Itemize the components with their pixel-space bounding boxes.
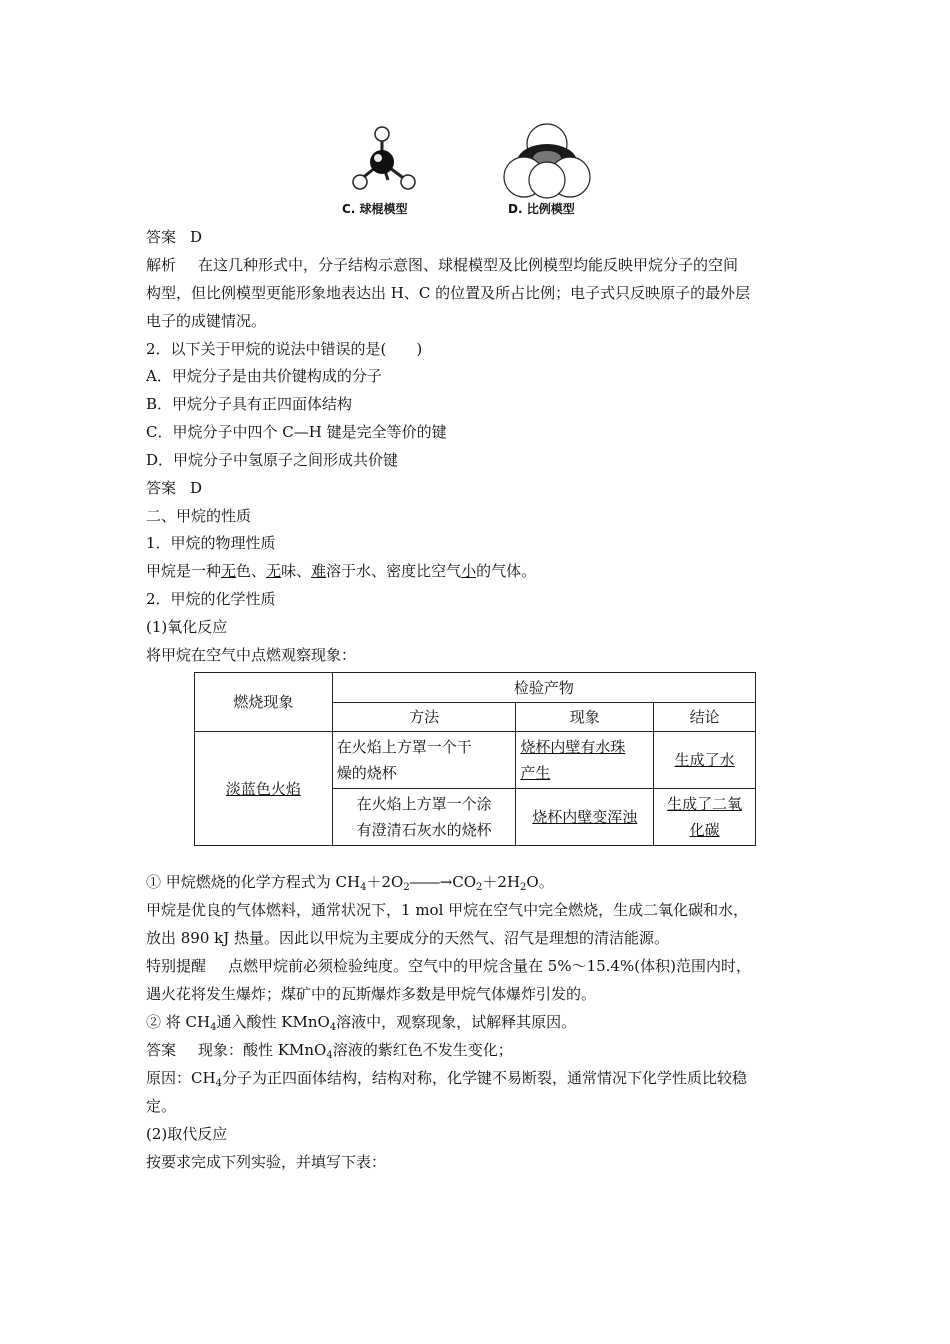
answer-2	[146, 478, 202, 498]
method-line: 有澄清石灰水的烧杯	[356, 821, 492, 839]
option-b: B．甲烷分子具有正四面体结构	[146, 395, 353, 413]
space-filling-model-image	[502, 122, 592, 202]
text-span: ――→CO	[409, 873, 477, 891]
fill-blank: 小	[461, 562, 477, 580]
combustion-equation	[146, 872, 554, 892]
subscript: 4	[360, 882, 367, 893]
chemical-properties-title: 2．甲烷的化学性质	[146, 590, 276, 608]
subscript: 4	[215, 1078, 222, 1089]
conclusion-answer: 化碳	[689, 821, 720, 839]
fill-blank: 无	[266, 562, 282, 580]
text-span: 的气体。	[476, 562, 537, 580]
tip-label: 特别提醒	[146, 957, 207, 975]
method-cell-2	[332, 789, 516, 846]
text-span: 色、	[236, 562, 267, 580]
phenomenon-answer: 产生	[520, 764, 551, 782]
method-line: 燥的烧杯	[336, 764, 397, 782]
fill-blank: 无	[221, 562, 237, 580]
conclusion-answer: 生成了二氧	[667, 795, 743, 813]
text-span: 分子为正四面体结构，结构对称，化学键不易断裂，通常情况下化学性质比较稳	[221, 1069, 747, 1087]
phenomenon-cell-2	[516, 789, 654, 846]
option-c: C．甲烷分子中四个 C—H 键是完全等价的键	[146, 423, 447, 441]
question-kmno4	[146, 1012, 576, 1032]
fuel-line-1: 甲烷是优良的气体燃料，通常状况下，1 mol 甲烷在空气中完全燃烧，生成二氧化碳和水，	[146, 901, 749, 919]
header-test-products: 检验产物	[332, 673, 755, 703]
header-method: 方法	[332, 703, 516, 732]
substitution-intro: 按要求完成下列实验，并填写下表：	[146, 1153, 387, 1171]
analysis-label: 解析	[146, 256, 177, 274]
subscript: 2	[476, 882, 483, 893]
analysis-text-1: 在这几种形式中，分子结构示意图、球棍模型及比例模型均能反映甲烷分子的空间	[198, 256, 739, 274]
subscript: 2	[403, 882, 410, 893]
reason-line-2: 定。	[146, 1097, 177, 1115]
tip-line-1	[146, 956, 751, 976]
substitution-title: (2)取代反应	[146, 1125, 228, 1143]
text-span: 溶液中，观察现象，试解释其原因。	[336, 1013, 577, 1031]
header-phenomenon: 现象	[516, 703, 654, 732]
subscript: 4	[210, 1022, 217, 1033]
ball-and-stick-model-image	[340, 120, 420, 200]
section-heading: 二、甲烷的性质	[146, 507, 252, 525]
method-line: 在火焰上方罩一个涂	[356, 795, 492, 813]
fill-blank: 难	[311, 562, 327, 580]
phenomenon-cell-1	[516, 732, 654, 789]
text-span: ② 将 CH	[146, 1013, 211, 1031]
combustion-table	[194, 672, 756, 846]
fuel-line-2: 放出 890 kJ 热量。因此以甲烷为主要成分的天然气、沼气是理想的清洁能源。	[146, 929, 670, 947]
burning-phenomenon-cell	[195, 732, 333, 846]
answer-1	[146, 227, 202, 247]
text-span: 味、	[281, 562, 312, 580]
physical-properties-title: 1．甲烷的物理性质	[146, 534, 276, 552]
question-2: 2．以下关于甲烷的说法中错误的是( )	[146, 340, 423, 358]
text-span: 溶于水、密度比空气	[326, 562, 462, 580]
analysis-line-3: 电子的成键情况。	[146, 312, 267, 330]
header-burning: 燃烧现象	[195, 673, 333, 732]
text-span: 现象：酸性 KMnO	[198, 1041, 327, 1059]
phenomenon-answer: 烧杯内壁有水珠	[520, 738, 626, 756]
text-span: 溶液的紫红色不发生变化；	[332, 1041, 513, 1059]
oxidation-intro: 将甲烷在空气中点燃观察现象：	[146, 646, 357, 664]
option-d: D．甲烷分子中氢原子之间形成共价键	[146, 451, 399, 469]
conclusion-answer: 生成了水	[674, 751, 735, 769]
text-span: ＋2H	[482, 873, 521, 891]
analysis-line-2: 构型，但比例模型更能形象地表达出 H、C 的位置及所占比例；电子式只反映原子的最外层	[146, 284, 751, 302]
burning-answer: 淡蓝色火焰	[225, 779, 301, 798]
text-span: 原因：CH	[146, 1069, 216, 1087]
subscript: 4	[326, 1050, 333, 1061]
answer-value: D	[190, 228, 203, 246]
figure-d-caption: D. 比例模型	[508, 202, 575, 216]
answer-value: D	[190, 479, 203, 497]
reason-line-1	[146, 1068, 747, 1088]
text-span: 通入酸性 KMnO	[216, 1013, 330, 1031]
answer-3	[146, 1040, 513, 1060]
conclusion-cell-1	[654, 732, 756, 789]
analysis-line-1	[146, 255, 738, 275]
method-line: 在火焰上方罩一个干	[336, 738, 472, 756]
phenomenon-answer: 烧杯内壁变浑浊	[532, 808, 638, 826]
answer-label: 答案	[146, 228, 177, 246]
subscript: 4	[329, 1022, 337, 1033]
subscript: 2	[520, 882, 527, 893]
tip-line-2: 遇火花将发生爆炸；煤矿中的瓦斯爆炸多数是甲烷气体爆炸引发的。	[146, 985, 597, 1003]
answer-label: 答案	[146, 479, 177, 497]
answer-label: 答案	[146, 1041, 177, 1059]
text-span: ＋2O	[366, 873, 404, 891]
text-span: O。	[526, 873, 554, 891]
oxidation-title: (1)氧化反应	[146, 618, 228, 636]
text-span: 甲烷是一种	[146, 562, 222, 580]
molecule-figures	[330, 120, 620, 222]
conclusion-cell-2	[654, 789, 756, 846]
physical-properties-text	[146, 561, 536, 581]
figure-c-caption: C. 球棍模型	[342, 202, 408, 216]
method-cell-1	[332, 732, 516, 789]
option-a: A．甲烷分子是由共价键构成的分子	[146, 367, 382, 385]
text-span: ① 甲烷燃烧的化学方程式为 CH	[146, 873, 361, 891]
tip-text: 点燃甲烷前必须检验纯度。空气中的甲烷含量在 5%～15.4%(体积)范围内时，	[228, 957, 751, 975]
header-conclusion: 结论	[654, 703, 756, 732]
